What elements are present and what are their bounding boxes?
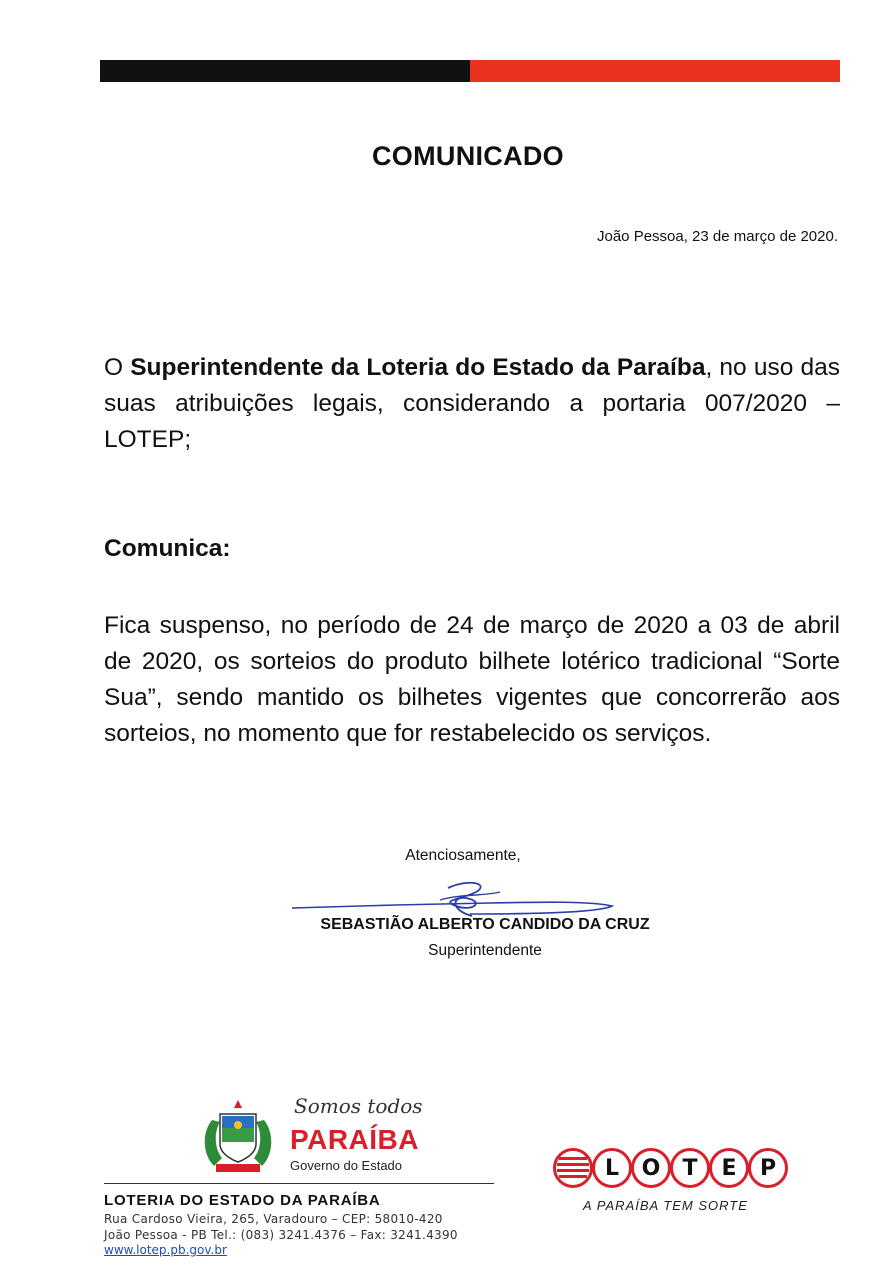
gov-slogan: Somos todos	[294, 1094, 423, 1118]
lotep-letter-t: T	[670, 1148, 710, 1188]
comunica-heading: Comunica:	[104, 535, 231, 562]
lotep-letter-o: O	[631, 1148, 671, 1188]
lotep-letter-p: P	[748, 1148, 788, 1188]
signer-role: Superintendente	[428, 942, 542, 959]
gov-state-name: PARAÍBA	[290, 1124, 419, 1155]
lotep-letter-l: L	[592, 1148, 632, 1188]
footer-org-name: LOTERIA DO ESTADO DA PARAÍBA	[104, 1192, 381, 1209]
lotep-stripes-icon	[553, 1148, 593, 1188]
gov-subtitle: Governo do Estado	[290, 1158, 403, 1173]
regards-text: Atenciosamente,	[405, 847, 521, 864]
footer-address-line-1: Rua Cardoso Vieira, 265, Varadouro – CEP: 58010-420	[104, 1212, 443, 1226]
footer-address-line-2: João Pessoa - PB Tel.: (083) 3241.4376 – Fax: 3241.4390	[104, 1228, 458, 1242]
signer-name: SEBASTIÃO ALBERTO CANDIDO DA CRUZ	[320, 916, 650, 933]
state-coat-of-arms-icon	[198, 1098, 278, 1176]
body-paragraph: Fica suspenso, no período de 24 de março de 2020 a 03 de abril de 2020, os sorteios do produto bilhete lotérico tradicional “Sorte Sua”, sendo mantido os bilhetes vigentes que concorrerão aos sorteios, no momento que for restabelecido os serviços.	[104, 612, 840, 747]
header-bar-red	[470, 60, 840, 82]
document-date: João Pessoa, 23 de março de 2020.	[597, 228, 838, 245]
document-title: COMUNICADO	[372, 141, 564, 171]
lotep-tagline: A PARAÍBA TEM SORTE	[583, 1198, 748, 1213]
footer-website-link[interactable]: www.lotep.pb.gov.br	[104, 1243, 227, 1257]
footer-divider	[104, 1183, 494, 1184]
intro-paragraph	[104, 350, 840, 458]
intro-suffix: , no uso das suas atribuições legais, considerando a portaria 007/2020 – LOTEP;	[104, 354, 840, 453]
header-bar-black	[100, 60, 470, 82]
intro-bold-title: Superintendente da Loteria do Estado da Paraíba	[130, 354, 706, 381]
lotep-letter-e: E	[709, 1148, 749, 1188]
intro-prefix: O	[104, 354, 131, 381]
